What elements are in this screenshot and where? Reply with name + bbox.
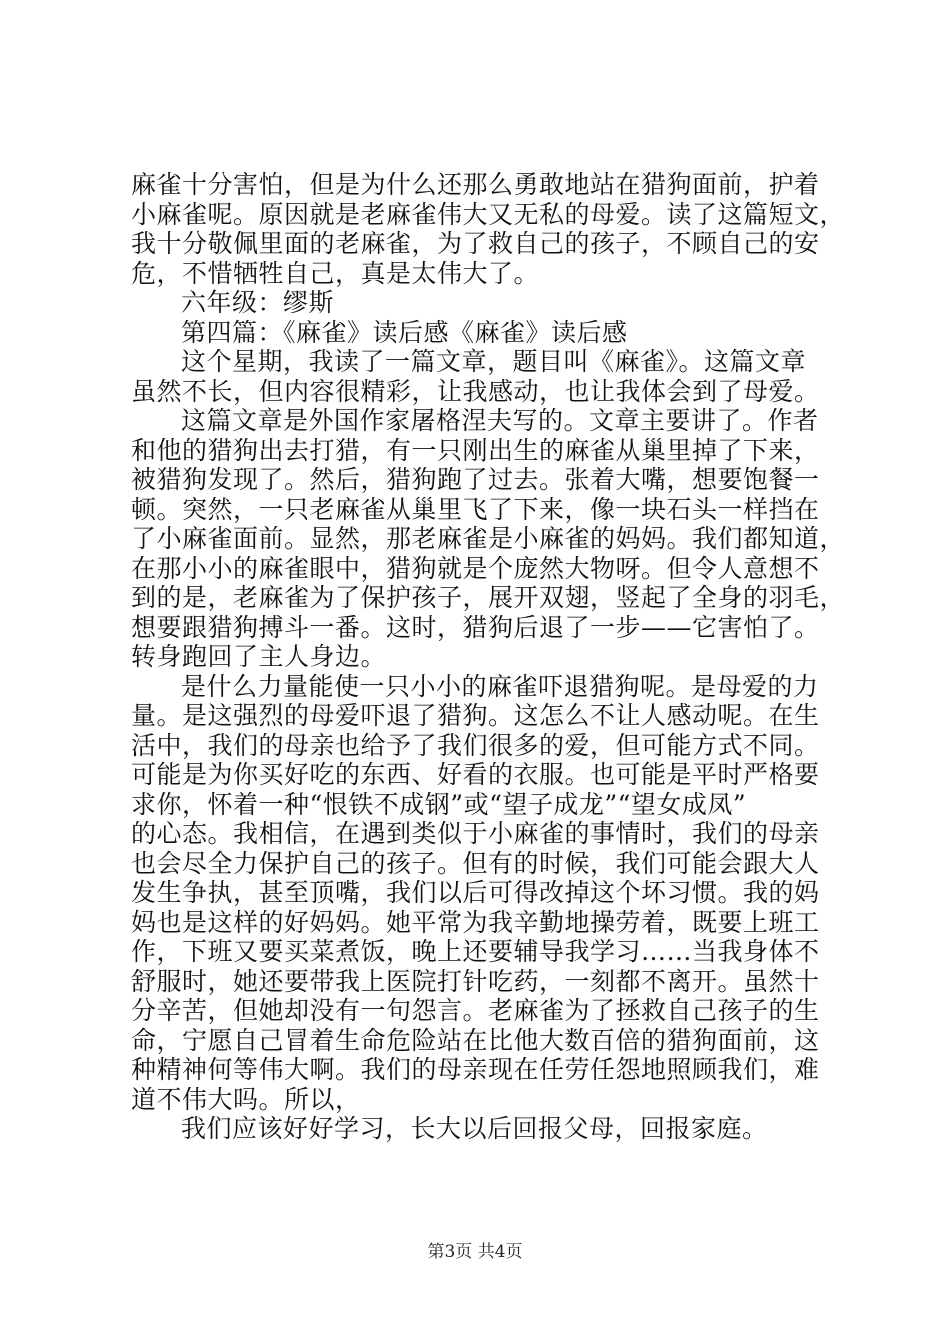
text-line: 量。是这强烈的母爱吓退了猎狗。这怎么不让人感动呢。在生 xyxy=(131,701,820,730)
text-line: 道不伟大吗。所以， xyxy=(131,1084,361,1114)
text-line: 作，下班又要买菜煮饭，晚上还要辅导我学习……当我身体不 xyxy=(131,937,820,966)
text-line: 和他的猎狗出去打猎，有一只刚出生的麻雀从巢里掉了下来， xyxy=(131,435,820,465)
text-line: 转身跑回了主人身边。 xyxy=(131,642,387,671)
text-line: 我十分敬佩里面的老麻雀，为了救自己的孩子，不顾自己的安 xyxy=(131,229,820,258)
text-line: 发生争执，甚至顶嘴，我们以后可得改掉这个坏习惯。我的妈 xyxy=(131,878,820,907)
text-line: 这个星期，我读了一篇文章，题目叫《麻雀》。这篇文章 xyxy=(181,347,807,376)
text-line: 想要跟猎狗搏斗一番。这时，猎狗后退了一步——它害怕了。 xyxy=(131,612,820,642)
text-line: 也会尽全力保护自己的孩子。但有的时候，我们可能会跟大人 xyxy=(131,848,820,878)
text-line: 麻雀十分害怕，但是为什么还那么勇敢地站在猎狗面前，护着 xyxy=(131,170,820,199)
text-line: 顿。突然，一只老麻雀从巢里飞了下来，像一块石头一样挡在 xyxy=(131,494,820,524)
text-line: 我们应该好好学习，长大以后回报父母，回报家庭。 xyxy=(181,1114,768,1143)
page-number-footer: 第3页 共4页 xyxy=(427,1242,523,1262)
text-line: 小麻雀呢。原因就是老麻雀伟大又无私的母爱。读了这篇短文， xyxy=(131,199,846,229)
text-line: 这篇文章是外国作家屠格涅夫写的。文章主要讲了。作者 xyxy=(181,406,819,435)
text-line: 活中，我们的母亲也给予了我们很多的爱，但可能方式不同。 xyxy=(131,730,820,760)
text-line: 到的是，老麻雀为了保护孩子，展开双翅，竖起了全身的羽毛， xyxy=(131,583,846,612)
text-line: 六年级：缪斯 xyxy=(181,288,335,317)
text-line: 被猎狗发现了。然后，猎狗跑了过去。张着大嘴，想要饱餐一 xyxy=(131,465,820,494)
document-body xyxy=(131,170,846,1144)
text-line: 可能是为你买好吃的东西、好看的衣服。也可能是平时严格要 xyxy=(131,760,820,789)
text-line: 种精神何等伟大啊。我们的母亲现在任劳任怨地照顾我们，难 xyxy=(131,1055,820,1084)
text-line: 第四篇：《麻雀》读后感《麻雀》读后感 xyxy=(181,317,628,347)
text-line: 妈也是这样的好妈妈。她平常为我辛勤地操劳着，既要上班工 xyxy=(131,907,820,937)
text-line: 分辛苦，但她却没有一句怨言。老麻雀为了拯救自己孩子的生 xyxy=(131,996,820,1025)
text-line: 的心态。我相信，在遇到类似于小麻雀的事情时，我们的母亲 xyxy=(131,819,820,848)
text-line: 舒服时，她还要带我上医院打针吃药，一刻都不离开。虽然十 xyxy=(131,966,820,996)
text-line: 了小麻雀面前。显然，那老麻雀是小麻雀的妈妈。我们都知道， xyxy=(131,524,846,553)
text-line: 虽然不长，但内容很精彩，让我感动，也让我体会到了母爱。 xyxy=(131,376,820,406)
text-line: 危，不惜牺牲自己，真是太伟大了。 xyxy=(131,258,540,288)
text-line: 是什么力量能使一只小小的麻雀吓退猎狗呢。是母爱的力 xyxy=(181,671,819,701)
text-line: 求你，怀着一种“恨铁不成钢”或“望子成龙”“望女成凤” xyxy=(131,789,747,819)
text-line: 在那小小的麻雀眼中，猎狗就是个庞然大物呀。但令人意想不 xyxy=(131,553,820,583)
text-line: 命，宁愿自己冒着生命危险站在比他大数百倍的猎狗面前，这 xyxy=(131,1025,820,1055)
